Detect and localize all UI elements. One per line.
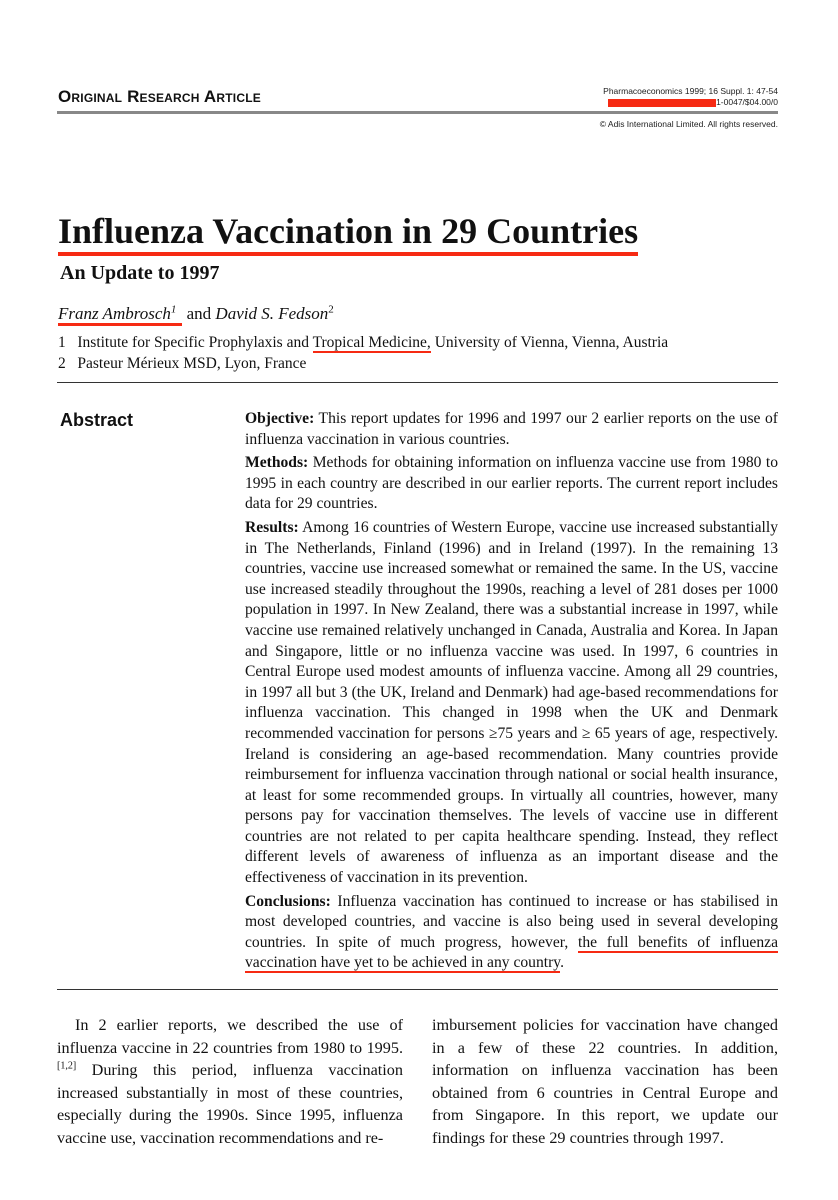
affiliations — [57, 332, 778, 374]
body-right-column: imbursement policies for vaccination have changed in a few of these 22 countries. In addition, information on influenza vaccination has been obtained from 6 countries in Central Europe and from Singapore. In this report, we update our findings for these 29 countries through 1997. — [432, 1016, 778, 1147]
affiliation-1: 1 Institute for Specific Prophylaxis and Tropical Medicine, University of Vienna, Vienna, Austria — [58, 334, 669, 351]
abstract-objective: Objective: This report updates for 1996 and 1997 our 2 earlier reports on the use of influenza vaccination in various countries. — [245, 410, 778, 448]
article-type-label: Original Research Article — [58, 87, 261, 106]
abstract-heading: Abstract — [60, 410, 134, 430]
article-subtitle: An Update to 1997 — [60, 262, 220, 284]
abstract-body — [245, 409, 778, 977]
author-1: Franz Ambrosch$^1$ — [58, 304, 182, 326]
author-2: David S. Fedson — [215, 304, 329, 323]
citation-ref: [1,2] — [57, 1060, 77, 1072]
body-left-column: In 2 earlier reports, we described the use of influenza vaccine in 22 countries from 1980 to 1995.[1,2] During this period, influenza vaccination increased substantially in most of these countries, especially during the 1990s. Since 1995, influenza vaccine use, vaccination recommendations and re- — [57, 1016, 403, 1147]
page-header — [57, 86, 778, 108]
issn-text: 1-0047/$04.00/0 — [716, 97, 778, 107]
authors — [58, 302, 778, 326]
article-title: Influenza Vaccination in 29 Countries — [58, 210, 638, 256]
redaction-mark — [608, 99, 716, 107]
abstract-conclusions: Conclusions: Influenza vaccination has continued to increase or has stabilised in most developed countries, and vaccine is also being used in several developing countries. In spite of much progress, however, the full benefits of influenza vaccination have yet to be achieved in any country. — [245, 892, 778, 972]
journal-ref: Pharmacoeconomics 1999; 16 Suppl. 1: 47-54 — [603, 86, 778, 96]
body-columns — [57, 1014, 778, 1150]
divider — [57, 382, 778, 383]
header-rule — [57, 111, 778, 114]
issn-line — [603, 97, 778, 108]
author-2-sup: 2 — [328, 303, 334, 316]
author-joiner: and — [182, 304, 216, 323]
abstract-section — [57, 409, 778, 977]
affiliation-2: 2 Pasteur Mérieux MSD, Lyon, France — [58, 355, 307, 372]
divider — [57, 989, 778, 990]
abstract-methods: Methods: Methods for obtaining information on influenza vaccine use from 1980 to 1995 in each country are described in our earlier reports. The current report includes data for 29 countries. — [245, 454, 778, 513]
abstract-results: Results: Among 16 countries of Western Europe, vaccine use increased substantially in The Netherlands, Finland (1996) and in Ireland (1997). In the remaining 13 countries, vaccine use increased somewhat or remained the same. In the US, vaccine use increased steadily throughout the 1990s, reaching a level of 281 doses per 1000 population in 1997. In New Zealand, there was a substantial increase in 1997, while vaccine use remained relatively unchanged in Canada, Australia and Korea. In Japan and Singapore, little or no influenza vaccine was used. In 1997, 6 countries in Central Europe used modest amounts of influenza vaccine. Among all 29 countries, in 1997 all but 3 (the UK, Ireland and Denmark) had age-based recommendations for influenza vaccination. This changed in 1998 when the UK and Denmark recommended vaccination for persons ≥75 years and ≥ 65 years of age, respectively. Ireland is considering an age-based recommendation. Many countries provide reimbursement for influenza vaccination through national or social health insurance, at least for some recommended groups. In virtually all countries, however, many persons pay for vaccination themselves. The levels of vaccine use in different countries are not related to per capita healthcare spending. Instead, they reflect different levels of awareness of influenza as an important disease and the effectiveness of vaccination in its prevention. — [245, 518, 778, 887]
copyright: © Adis International Limited. All rights reserved. — [599, 119, 778, 129]
journal-citation — [603, 86, 778, 108]
